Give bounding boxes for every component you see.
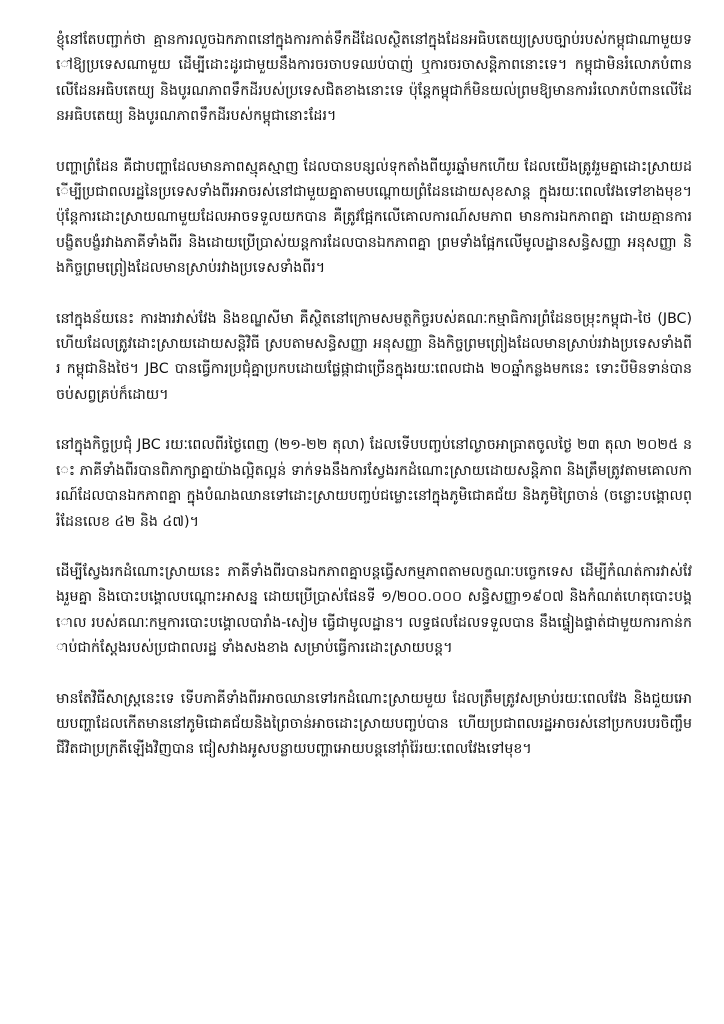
document-body [56, 28, 692, 788]
paragraph-2: បញ្ហាព្រំដែន គឺជាបញ្ហាដែលមានភាពស្មុគស្មាញ ដែលបានបន្សល់ទុកតាំងពីយូរឆ្នាំមកហើយ ដែលយើងត្រូវរួមគ្នាដោះស្រាយដើម្បីប្រជាពលរដ្ឋនៃប្រទេសទាំងពីរអាចរស់នៅជាមួយគ្នាតាមបណ្តោយព្រំដែនដោយសុខសាន្ត ក្នុងរយៈពេលវែងទៅខាងមុខ។ ប៉ុន្តែការដោះស្រាយណាមួយដែលអាចទទួលយកបាន គឺត្រូវផ្អែកលើគោលការណ៍សមភាព មានការឯកភាពគ្នា ដោយគ្មានការបង្ខិតបង្ខំរវាងភាគីទាំងពីរ និងដោយប្រើប្រាស់យន្តការដែលបានឯកភាពគ្នា ព្រមទាំងផ្អែកលើមូលដ្ឋានសន្ធិសញ្ញា អនុសញ្ញា និងកិច្ចព្រមព្រៀងដែលមានស្រាប់រវាងប្រទេសទាំងពីរ។ [56, 158, 692, 277]
paragraph-6: មានតែវិធីសាស្ត្រនេះទេ ទើបភាគីទាំងពីរអាចឈានទៅរកដំណោះស្រាយមួយ ដែលត្រឹមត្រូវសម្រាប់រយៈពេលវែង និងជួយអោយបញ្ហាដែលកើតមាននៅភូមិជោគជ័យនិងព្រៃចាន់អាចដោះស្រាយបញ្ចប់បាន ហើយប្រជាពលរដ្ឋអាចរស់នៅប្រកបរបរចិញ្ចឹមជីវិតជាប្រក្រតីឡើងវិញបាន ជៀសវាងអូសបន្លាយបញ្ហាអោយបន្តនៅរ៉ាំរ៉ៃរយៈពេលវែងទៅមុខ។ [56, 690, 692, 758]
paragraph-3: នៅក្នុងន័យនេះ ការងារវាស់វែង និងខណ្ឌសីមា គឺស្ថិតនៅក្រោមសមត្ថកិច្ចរបស់គណៈកម្មាធិការព្រំដែនចម្រុះកម្ពុជា-ថៃ (JBC) ហើយដែលត្រូវដោះស្រាយដោយសន្តិវិធី ស្របតាមសន្ធិសញ្ញា អនុសញ្ញា និងកិច្ចព្រមព្រៀងដែលមានស្រាប់រវាងប្រទេសទាំងពីរ កម្ពុជានិងថៃ។ JBC បានធ្វើការប្រជុំគ្នាប្រកបដោយផ្លែផ្កាជាច្រើនក្នុងរយៈពេលជាង ២០ឆ្នាំកន្លងមកនេះ ទោះបីមិនទាន់បានចប់សព្វគ្រប់ក៏ដោយ។ [56, 310, 692, 403]
paragraph-1: ខ្ញុំនៅតែបញ្ជាក់ថា គ្មានការលួចឯកភាពនៅក្នុងការកាត់ទឹកដីដែលស្ថិតនៅក្នុងដែនអធិបតេយ្យស្របច្បាប់របស់កម្ពុជាណាមួយទៅឱ្យប្រទេសណាមួយ ដើម្បីដោះដូរជាមួយនឹងការចរចាបទឈប់បាញ់ ឬការចរចាសន្តិភាពនោះទេ។ កម្ពុជាមិនរំលោភបំពានលើដែនអធិបតេយ្យ និងបូរណភាពទឹកដីរបស់ប្រទេសជិតខាងនោះទេ ប៉ុន្តែកម្ពុជាក៏មិនយល់ព្រមឱ្យមានការរំលោភបំពានលើដែនអធិបតេយ្យ និងបូរណភាពទឹកដីរបស់កម្ពុជានោះដែរ។ [56, 32, 692, 125]
paragraph-4: នៅក្នុងកិច្ចប្រជុំ JBC រយៈពេលពីរថ្ងៃពេញ (២១-២២ តុលា) ដែលទើបបញ្ចប់នៅល្ងាចអាធ្រាតចូលថ្ងៃ ២៣ តុលា ២០២៥ នេះ ភាគីទាំងពីរបានពិភាក្សាគ្នាយ៉ាងល្អិតល្អន់ ទាក់ទងនឹងការស្វែងរកដំណោះស្រាយដោយសន្តិភាព និងត្រឹមត្រូវតាមគោលការណ៍ដែលបានឯកភាពគ្នា ក្នុងបំណងឈានទៅដោះស្រាយបញ្ចប់ជម្លោះនៅក្នុងភូមិជោគជ័យ និងភូមិព្រៃចាន់ (ចន្លោះបង្គោលព្រំដែនលេខ ៤២ និង ៤៧)។ [56, 437, 692, 530]
paragraph-5: ដើម្បីស្វែងរកដំណោះស្រាយនេះ ភាគីទាំងពីរបានឯកភាពគ្នាបន្តធ្វើសកម្មភាពតាមលក្ខណៈបច្ចេកទេស ដើម្បីកំណត់ការវាស់វែងរួមគ្នា និងបោះបង្គោលបណ្តោះអាសន្ន ដោយប្រើប្រាស់ផែនទី ១/២០០.០០០ សន្ធិសញ្ញា១៩០៧ និងកំណត់ហេតុបោះបង្គោល របស់គណៈកម្មការបោះបង្គោលបារាំង-សៀម ធ្វើជាមូលដ្ឋាន។ លទ្ធផលដែលទទួលបាន នឹងផ្ទៀងផ្ទាត់ជាមួយការកាន់កាប់ជាក់ស្តែងរបស់ប្រជាពលរដ្ឋ ទាំងសងខាង សម្រាប់ធ្វើការដោះស្រាយបន្ត។ [56, 563, 692, 657]
